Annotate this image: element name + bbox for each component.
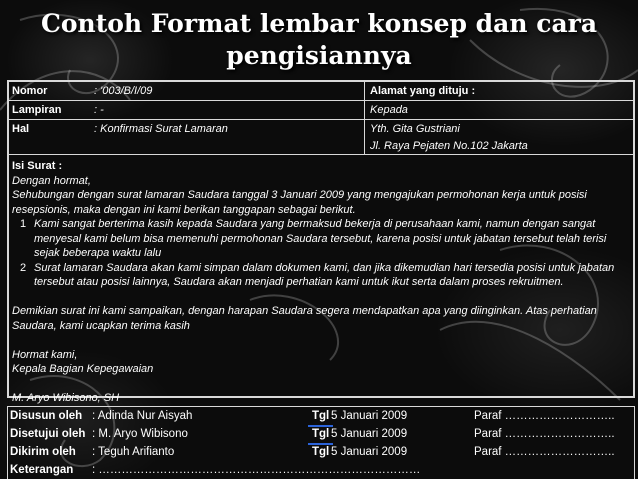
footer-value: : Teguh Arifianto xyxy=(92,446,175,458)
list-item xyxy=(12,217,632,261)
recipient-address: Jl. Raya Pejaten No.102 Jakarta xyxy=(370,140,528,152)
footer-label: Dikirim oleh xyxy=(10,446,76,458)
closing-paragraph: Demikian surat ini kami sampaikan, dengan harapan Saudara segera mendapatkan apa yang diinginkan. Atas perhatian Saudara, kami ucapkan terima kasih xyxy=(12,305,597,332)
tgl-label: Tgl xyxy=(312,410,330,422)
footer-value: : Adinda Nur Aisyah xyxy=(92,410,193,422)
lampiran-value: : - xyxy=(94,104,104,116)
table-row xyxy=(8,444,634,461)
divider xyxy=(9,154,633,155)
letter-concept-form xyxy=(7,80,635,404)
list-number: 2 xyxy=(20,261,27,274)
list-text: Kami sangat berterima kasih kepada Saudara yang bermaksud bekerja di perusahaan kami, namun dengan sangat menyesal kami belum bisa memenuhi permohonan Saudara tersebut, karena posisi untuk jabatan tersebut telah terisi sejak beberapa waktu lalu xyxy=(34,218,607,259)
divider xyxy=(9,119,633,120)
paraf-field: Paraf ……………………….. xyxy=(474,410,615,422)
kepada-text: Kepada xyxy=(370,104,408,116)
tgl-value: 5 Januari 2009 xyxy=(331,446,408,458)
tgl-value: 5 Januari 2009 xyxy=(331,410,408,422)
table-row xyxy=(8,408,634,425)
divider xyxy=(9,100,633,101)
list-number: 1 xyxy=(20,218,27,230)
hal-label: Hal xyxy=(12,123,30,135)
list-text: Surat lamaran Saudara akan kami simpan dalam dokumen kami, dan jika dikemudian hari tersedia posisi untuk jabatan tersebut atau posisi lainnya, Saudara akan menjadi perhatian kami untuk ikut serta dalam proses rekruitmen. xyxy=(34,261,615,288)
footer-value: : ………………………………………………………………………… xyxy=(92,464,421,476)
nomor-label: Nomor xyxy=(12,85,48,97)
list-item xyxy=(12,261,632,290)
table-row xyxy=(8,426,634,443)
regards: Hormat kami, xyxy=(12,348,78,361)
letter-body xyxy=(12,159,632,406)
approval-table xyxy=(7,406,635,479)
alamat-label: Alamat yang dituju : xyxy=(370,85,476,97)
paraf-field: Paraf ……………………….. xyxy=(474,446,615,458)
table-row xyxy=(8,462,634,479)
page-title xyxy=(0,8,638,72)
footer-label: Disetujui oleh xyxy=(10,428,86,440)
footer-label: Keterangan xyxy=(10,464,74,476)
nomor-value: : '003/B/I/09 xyxy=(94,85,153,97)
hal-value: : Konfirmasi Surat Lamaran xyxy=(94,123,228,135)
tgl-label: Tgl xyxy=(312,428,330,440)
title-line-1: Contoh Format lembar konsep dan cara xyxy=(40,9,598,38)
signer-title: Kepala Bagian Kepegawaian xyxy=(12,363,154,375)
recipient-name: Yth. Gita Gustriani xyxy=(370,123,460,135)
footer-label: Disusun oleh xyxy=(10,410,83,422)
paraf-field: Paraf ……………………….. xyxy=(474,428,615,440)
lampiran-label: Lampiran xyxy=(12,104,62,116)
tgl-value: 5 Januari 2009 xyxy=(331,428,408,440)
signer-name: M. Aryo Wibisono, SH xyxy=(12,392,120,404)
opening-paragraph: Sehubungan dengan surat lamaran Saudara tanggal 3 Januari 2009 yang mengajukan permohonan kerja untuk posisi resepsionis, maka dengan ini kami berikan tanggapan sebagai berikut. xyxy=(12,189,587,216)
footer-value: : M. Aryo Wibisono xyxy=(92,428,188,440)
divider xyxy=(364,82,365,154)
title-line-2: pengisiannya xyxy=(226,41,412,70)
tgl-label: Tgl xyxy=(312,446,330,458)
isi-label: Isi Surat : xyxy=(12,160,63,172)
greeting: Dengan hormat, xyxy=(12,174,91,187)
